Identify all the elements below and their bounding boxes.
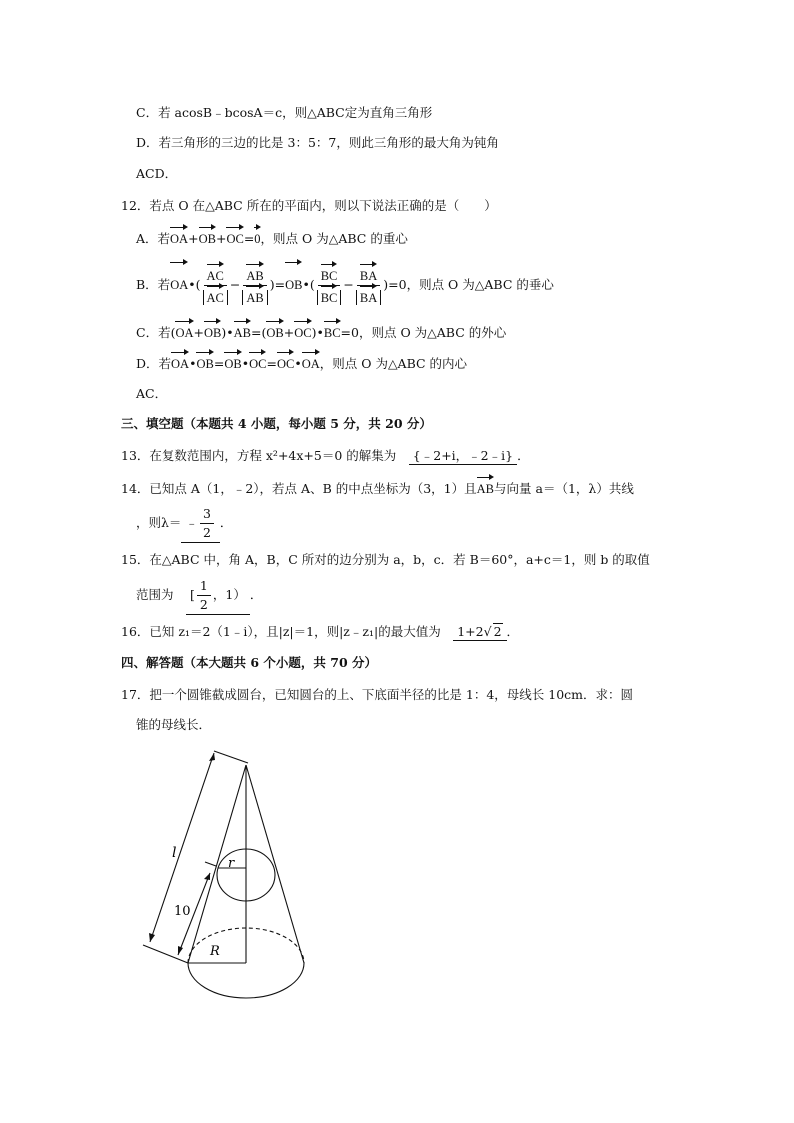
q14-line1: 14．已知点 A（1，﹣2），若点 A、B 的中点坐标为（3，1）且AB与向量 a＝（1，λ）共线: [121, 477, 634, 498]
q15-line1: 15．在△ABC 中，角 A，B，C 所对的边分别为 a，b，c．若 B＝60°，a+c＝1，则 b 的取值: [121, 552, 650, 567]
q12-b-label: B．若: [136, 277, 171, 292]
q17-line2: 锥的母线长．: [136, 717, 212, 732]
q11-option-c: C．若 acosB﹣bcosA＝c，则△ABC定为直角三角形: [136, 105, 433, 120]
label-10: 10: [174, 904, 191, 919]
q12-c-label: C．若: [136, 325, 171, 340]
q12-b-tail: =0，则点 O 为△ABC 的垂心: [388, 277, 554, 292]
cone-left-edge: [188, 765, 246, 963]
frac-ac: $\frac{AC}{AC}$: [203, 264, 228, 307]
q12-answer: AC．: [136, 386, 168, 401]
arrowhead: [149, 933, 155, 942]
q12-option-d: D．若OA•OB=OB•OC=OC•OA，则点 O 为△ABC 的内心: [136, 352, 467, 373]
vec-oa: OA: [170, 262, 188, 305]
vec-ab: AB: [477, 477, 494, 498]
q13: 13．在复数范围内，方程 x²+4x+5＝0 的解集为 {﹣2+i，﹣2﹣i} ．: [121, 448, 530, 463]
q16-answer: 1+2√ 2: [453, 623, 506, 641]
frac-ab: $\frac{AB}{AB}$: [242, 264, 267, 307]
cone-right-edge: [246, 765, 304, 963]
vec-ob: OB: [199, 227, 216, 248]
arrowhead: [204, 873, 210, 880]
vec-oc: OC: [226, 227, 243, 248]
vec-zero: 0: [254, 227, 260, 248]
vec-ob: OB: [285, 262, 302, 305]
arrowhead: [209, 753, 215, 761]
frac-bc: $\frac{BC}{BC}$: [317, 264, 342, 307]
q15-line2: 范围为 [ $\frac{1}{2}$ ，1） ．: [136, 577, 262, 615]
label-R: R: [210, 944, 220, 959]
q15-answer: [ $\frac{1}{2}$ ，1）: [186, 577, 250, 615]
q12-option-a: A．若OA+OB+OC=0，则点 O 为△ABC 的重心: [136, 227, 408, 248]
q12-d-label: D．若: [136, 356, 172, 371]
q11-option-d: D．若三角形的三边的比是 3：5：7，则此三角形的最大角为钝角: [136, 135, 499, 150]
q12-a-label: A．若: [136, 231, 171, 246]
q17-line1: 17．把一个圆锥截成圆台，已知圆台的上、下底面半径的比是 1：4，母线长 10cm．求：圆: [121, 687, 634, 702]
frustum-figure: [130, 745, 330, 1015]
q12-stem: 12．若点 O 在△ABC 所在的平面内，则以下说法正确的是（ ）: [121, 198, 497, 213]
frac-ba: $\frac{BA}{BA}$: [356, 264, 381, 307]
vec-oa: OA: [170, 227, 188, 248]
q13-answer: {﹣2+i，﹣2﹣i}: [409, 448, 517, 465]
arrowhead: [178, 946, 183, 955]
slant-tick-top: [214, 751, 248, 763]
label-l: l: [172, 845, 177, 861]
q12-c-tail: =0，则点 O 为△ABC 的外心: [340, 325, 507, 340]
q12-option-b: B．若OA•( $\frac{AC}{AC}$ − $\frac{AB}{AB}$ )=OB•( $\frac{BC}{BC}$ − $\frac{BA}{BA}$ )=0，则点 O 为△ABC 的垂心: [136, 262, 554, 307]
q14-line2: ，则λ＝ ﹣ $\frac{3}{2}$ ．: [136, 505, 232, 543]
q11-answer: ACD．: [136, 166, 178, 181]
section4-heading: 四、解答题（本大题共 6 个小题，共 70 分）: [121, 655, 378, 670]
section3-heading: 三、填空题（本题共 4 小题，每小题 5 分，共 20 分）: [121, 416, 432, 431]
bottom-ellipse-front: [188, 963, 304, 998]
mid-tick: [205, 862, 216, 866]
q12-d-tail: ，则点 O 为△ABC 的内心: [319, 356, 468, 371]
label-r: r: [228, 856, 235, 871]
q12-option-c: C．若(OA+OB)•AB=(OB+OC)•BC=0，则点 O 为△ABC 的外心: [136, 321, 506, 342]
q16: 16．已知 z₁＝2（1﹣i），且|z|＝1，则|z﹣z₁|的最大值为 1+2√ 2 ．: [121, 624, 520, 639]
q12-a-tail: ，则点 O 为△ABC 的重心: [260, 231, 408, 246]
q14-answer: ﹣ $\frac{3}{2}$: [181, 505, 219, 543]
